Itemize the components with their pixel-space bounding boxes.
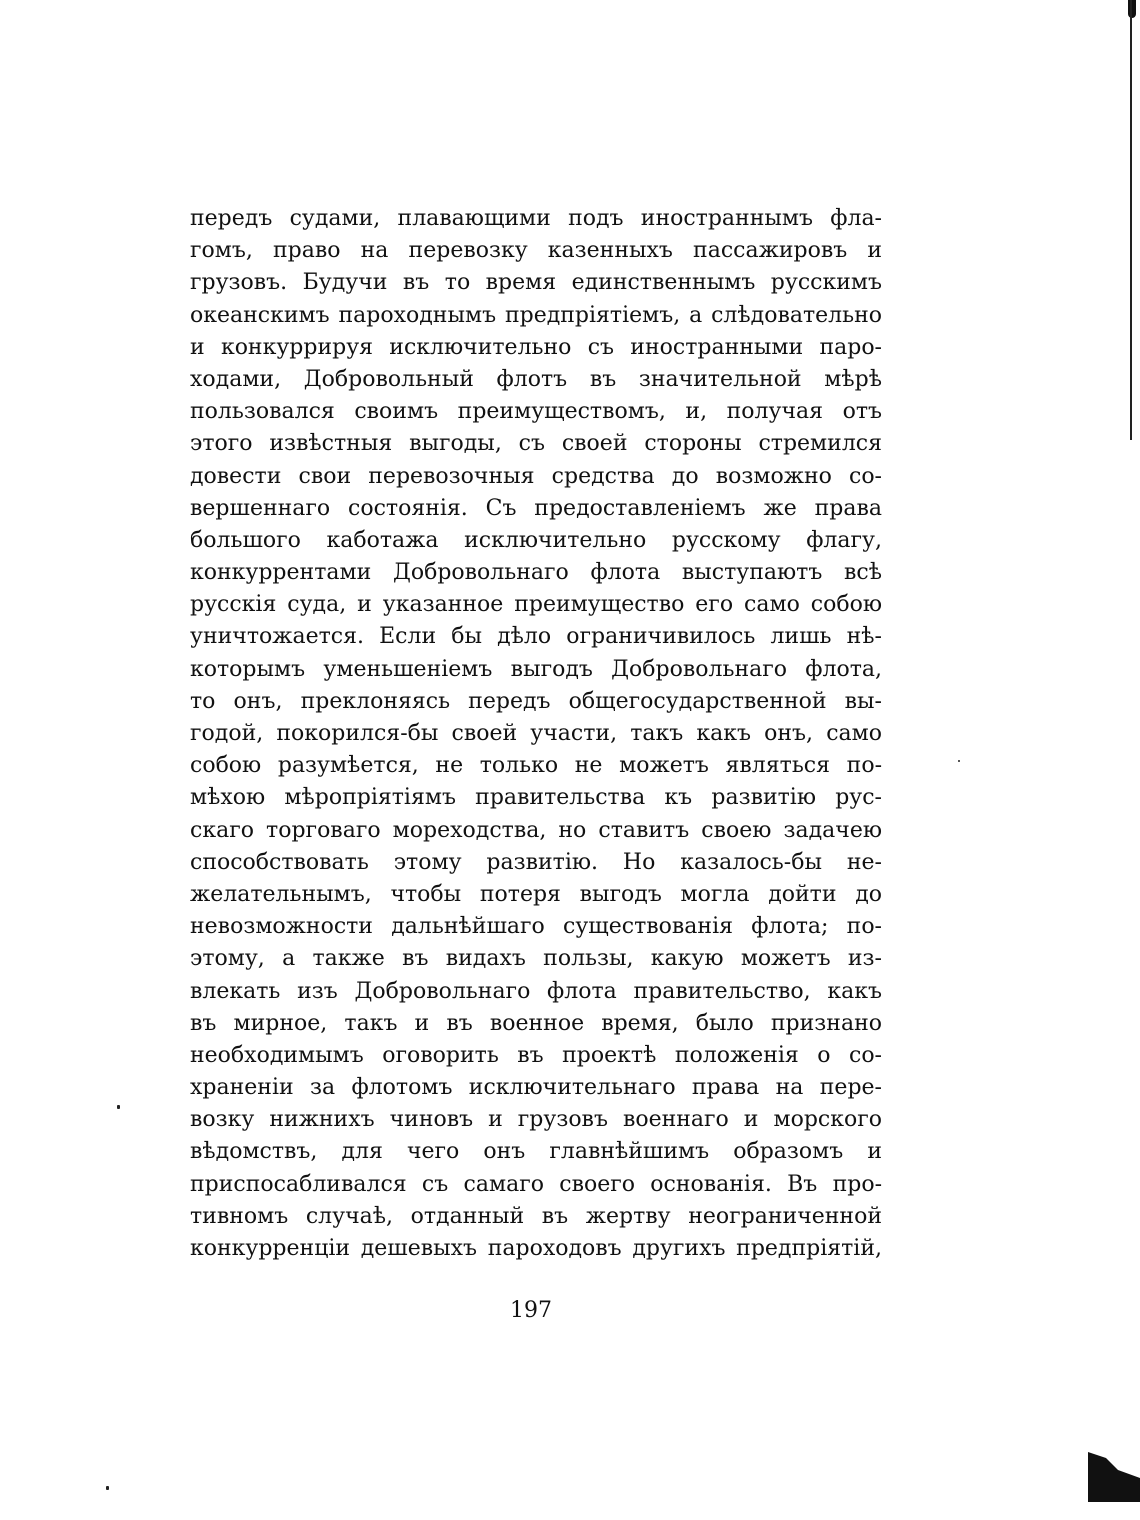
text-line: вѣдомствъ, для чего онъ главнѣйшимъ образомъ и: [190, 1139, 882, 1165]
corner-scan-shape: [1088, 1452, 1140, 1502]
page-edge-line: [1130, 0, 1132, 440]
text-line: этого извѣстныя выгоды, съ своей стороны стремился: [190, 431, 882, 457]
text-line: ходами, Добровольный флотъ въ значительной мѣрѣ: [190, 366, 882, 392]
text-line: этому, а также въ видахъ пользы, какую можетъ из-: [190, 946, 882, 972]
scan-speck: [958, 760, 960, 762]
text-line: невозможности дальнѣйшаго существованія флота; по-: [190, 914, 882, 940]
text-line: пользовался своимъ преимуществомъ, и, получая отъ: [190, 399, 882, 425]
text-line: возку нижнихъ чиновъ и грузовъ военнаго и морского: [190, 1107, 882, 1133]
text-line: довести свои перевозочныя средства до возможно со-: [190, 463, 882, 489]
text-line: большого каботажа исключительно русскому флагу,: [190, 527, 882, 553]
text-line: то онъ, преклоняясь передъ общегосударственной вы-: [190, 688, 882, 714]
text-line: желательнымъ, чтобы потеря выгодъ могла дойти до: [190, 881, 882, 907]
text-line: грузовъ. Будучи въ то время единственнымъ русскимъ: [190, 270, 882, 296]
text-line: которымъ уменьшеніемъ выгодъ Добровольнаго флота,: [190, 656, 882, 682]
text-line: приспосабливался съ самаго своего основанія. Въ про-: [190, 1171, 882, 1197]
text-line: и конкуррируя исключительно съ иностранными паро-: [190, 334, 882, 360]
text-line: уничтожается. Если бы дѣло ограничивилось лишь нѣ-: [190, 624, 882, 650]
text-line: влекать изъ Добровольнаго флота правительство, какъ: [190, 978, 882, 1004]
body-text: [190, 203, 882, 1265]
text-line: конкурренціи дешевыхъ пароходовъ другихъ предпріятій,: [190, 1236, 882, 1261]
text-line: передъ судами, плавающими подъ иностраннымъ фла-: [190, 206, 882, 231]
text-line: конкуррентами Добровольнаго флота выступаютъ всѣ: [190, 560, 882, 586]
scan-speck: [106, 1486, 109, 1490]
text-line: храненіи за флотомъ исключительнаго права на пере-: [190, 1075, 882, 1101]
text-line: гомъ, право на перевозку казенныхъ пассажировъ и: [190, 238, 882, 264]
text-line: годой, покорился-бы своей участи, такъ какъ онъ, само: [190, 721, 882, 746]
text-line: способствовать этому развитію. Но казалось-бы не-: [190, 849, 882, 875]
text-line: собою разумѣется, не только не можетъ являться по-: [190, 753, 882, 779]
text-line: тивномъ случаѣ, отданный въ жертву неограниченной: [190, 1203, 882, 1229]
text-line: русскія суда, и указанное преимущество его само собою: [190, 592, 882, 618]
text-line: океанскимъ пароходнымъ предпріятіемъ, а слѣдовательно: [190, 302, 882, 328]
text-line: скаго торговаго мореходства, но ставитъ своею задачею: [190, 817, 882, 843]
text-line: необходимымъ оговорить въ проектѣ положенія о со-: [190, 1042, 882, 1068]
text-line: вершеннаго состоянія. Съ предоставленіемъ же права: [190, 495, 882, 521]
scan-speck: [117, 1105, 120, 1109]
text-line: мѣхою мѣропріятіямъ правительства къ развитію рус-: [190, 785, 882, 811]
text-line: въ мирное, такъ и въ военное время, было признано: [190, 1010, 882, 1036]
page-number: 197: [510, 1298, 552, 1323]
